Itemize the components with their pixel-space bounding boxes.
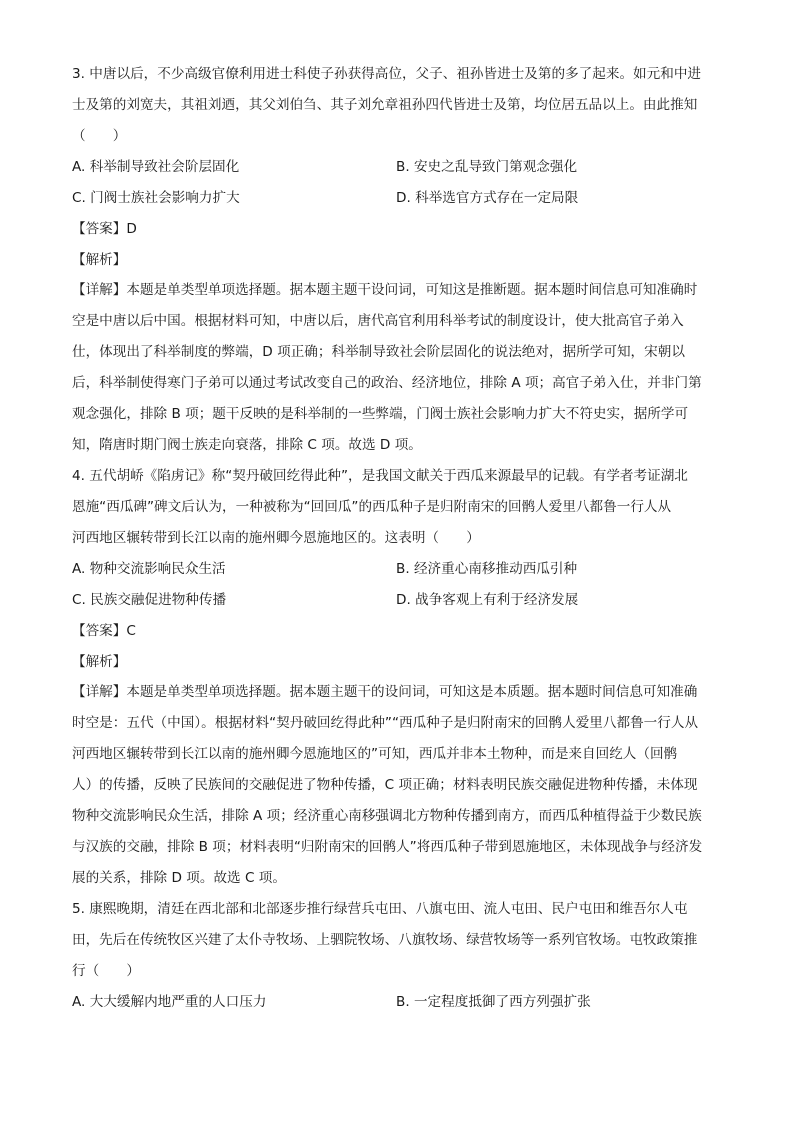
question-stem-line: 3. 中唐以后，不少高级官僚利用进士科使子孙获得高位，父子、祖孙皆进士及第的多了起来。如元和中进 xyxy=(72,66,702,82)
question-4 xyxy=(72,466,722,894)
detail-line: 【详解】本题是单类型单项选择题。据本题主题干的设问词，可知这是本质题。据本题时间信息可知准确 xyxy=(72,684,698,700)
option-row xyxy=(72,992,722,1012)
analysis-label: 【解析】 xyxy=(72,654,127,670)
option-d: D. 战争客观上有利于经济发展 xyxy=(396,592,579,608)
option-d: D. 科举选官方式存在一定局限 xyxy=(396,190,579,206)
option-b: B. 一定程度抵御了西方列强扩张 xyxy=(396,994,591,1010)
option-b: B. 经济重心南移推动西瓜引种 xyxy=(396,561,578,577)
detail-line: 人）的传播，反映了民族间的交融促进了物种传播，C 项正确；材料表明民族交融促进物种传播，未体现 xyxy=(72,777,698,793)
question-stem-line: 河西地区辗转带到长江以南的施州卿今恩施地区的。这表明（ ） xyxy=(72,530,480,546)
option-row xyxy=(72,188,722,208)
option-c: C. 门阀士族社会影响力扩大 xyxy=(72,190,240,206)
detail-line: 展的关系，排除 D 项。故选 C 项。 xyxy=(72,870,286,886)
detail-line: 观念强化，排除 B 项；题干反映的是科举制的一些弊端，门阀士族社会影响力扩大不符史实，据所学可 xyxy=(72,406,689,422)
detail-line: 【详解】本题是单类型单项选择题。据本题主题干设问词，可知这是推断题。据本题时间信息可知准确时 xyxy=(72,282,698,298)
option-b: B. 安史之乱导致门第观念强化 xyxy=(396,159,578,175)
option-row xyxy=(72,590,722,610)
option-c: C. 民族交融促进物种传播 xyxy=(72,592,227,608)
question-5 xyxy=(72,899,722,1012)
detail-line: 时空是：五代（中国）。根据材料“契丹破回纥得此种”“西瓜种子是归附南宋的回鹘人爱里八都鲁一行人从 xyxy=(72,715,699,731)
detail-explanation xyxy=(72,275,722,461)
option-a: A. 物种交流影响民众生活 xyxy=(72,561,226,577)
question-stem-line: 行（ ） xyxy=(72,963,140,979)
question-3 xyxy=(72,64,722,461)
detail-explanation xyxy=(72,677,722,894)
question-stem-line: 5. 康熙晚期，清廷在西北部和北部逐步推行绿营兵屯田、八旗屯田、流人屯田、民户屯田和维吾尔人屯 xyxy=(72,901,688,917)
document-page xyxy=(72,64,722,1023)
detail-line: 知，隋唐时期门阀士族走向衰落，排除 C 项。故选 D 项。 xyxy=(72,437,422,453)
option-row xyxy=(72,157,722,177)
detail-line: 空是中唐以后中国。根据材料可知，中唐以后，唐代高官利用科举考试的制度设计，使大批高官子弟入 xyxy=(72,313,684,329)
question-stem-line: 4. 五代胡峤《陷虏记》称“契丹破回纥得此种”，是我国文献关于西瓜来源最早的记载。有学者考证湖北 xyxy=(72,468,688,484)
detail-line: 仕，体现出了科举制度的弊端，D 项正确；科举制导致社会阶层固化的说法绝对，据所学可知，宋朝以 xyxy=(72,344,685,360)
detail-line: 物种交流影响民众生活，排除 A 项；经济重心南移强调北方物种传播到南方，而西瓜种植得益于少数民族 xyxy=(72,808,702,824)
question-stem-line: 恩施“西瓜碑”碑文后认为，一种被称为“回回瓜”的西瓜种子是归附南宋的回鹘人爱里八都鲁一行人从 xyxy=(72,499,672,515)
detail-line: 河西地区辗转带到长江以南的施州卿今恩施地区的”可知，西瓜并非本土物种，而是来自回纥人（回鹘 xyxy=(72,746,678,762)
analysis-label: 【解析】 xyxy=(72,252,127,268)
detail-line: 后，科举制使得寒门子弟可以通过考试改变自己的政治、经济地位，排除 A 项；高官子弟入仕，并非门第 xyxy=(72,375,702,391)
detail-line: 与汉族的交融，排除 B 项；材料表明“归附南宋的回鹘人”将西瓜种子带到恩施地区，未体现战争与经济发 xyxy=(72,839,703,855)
option-a: A. 大大缓解内地严重的人口压力 xyxy=(72,994,267,1010)
answer-label: 【答案】D xyxy=(72,221,137,237)
option-a: A. 科举制导致社会阶层固化 xyxy=(72,159,240,175)
question-stem-line: （ ） xyxy=(72,128,127,144)
option-row xyxy=(72,559,722,579)
question-stem-line: 田，先后在传统牧区兴建了太仆寺牧场、上驷院牧场、八旗牧场、绿营牧场等一系列官牧场。屯牧政策推 xyxy=(72,932,698,948)
question-stem-line: 士及第的刘宽夫，其祖刘迺，其父刘伯刍、其子刘允章祖孙四代皆进士及第，均位居五品以上。由此推知 xyxy=(72,97,698,113)
answer-label: 【答案】C xyxy=(72,623,136,639)
